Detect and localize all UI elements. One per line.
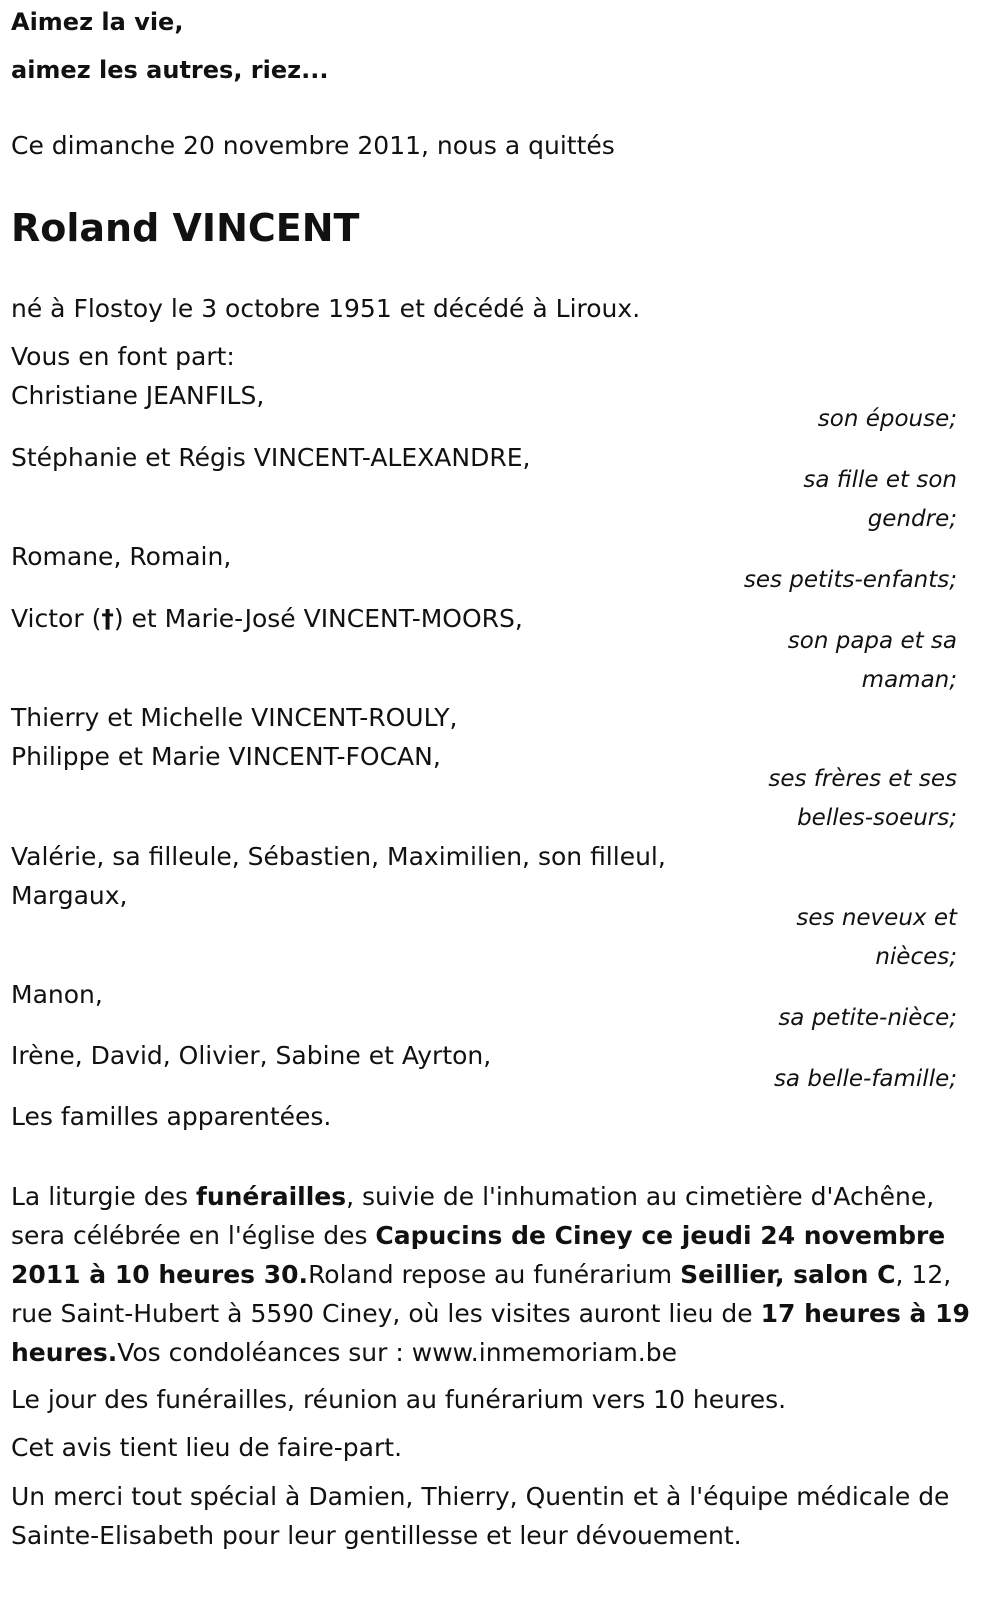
family-names-in-laws: Irène, David, Olivier, Sabine et Ayrton, <box>11 1041 492 1070</box>
family-names-siblings-1: Thierry et Michelle VINCENT-ROULY, <box>11 703 458 732</box>
family-relation-spouse: son épouse; <box>817 406 957 432</box>
funeral-bold-hours: 17 heures à 19 heures. <box>11 1299 970 1367</box>
funeral-text-4: , 12, rue Saint-Hubert à 5590 Ciney, où les visites auront lieu de <box>11 1260 952 1328</box>
family-names-parents <box>11 604 523 633</box>
motto-line-1: Aimez la vie, <box>11 8 184 36</box>
family-relation-in-laws: sa belle-famille; <box>773 1066 957 1092</box>
family-names-siblings-2: Philippe et Marie VINCENT-FOCAN, <box>11 742 441 771</box>
death-intro: Ce dimanche 20 novembre 2011, nous a quittés <box>11 131 615 160</box>
family-relation-daughter-2: gendre; <box>867 506 957 532</box>
funeral-text-5: Vos condoléances sur : www.inmemoriam.be <box>117 1338 678 1367</box>
family-names-nephews-2: Margaux, <box>11 881 128 910</box>
funeral-bold-date: Capucins de Ciney ce jeudi 24 novembre 2011 à 10 heures 30. <box>11 1221 946 1289</box>
family-names-daughter: Stéphanie et Régis VINCENT-ALEXANDRE, <box>11 443 531 472</box>
family-names-relatives: Les familles apparentées. <box>11 1102 332 1131</box>
family-names-grandchildren: Romane, Romain, <box>11 542 232 571</box>
family-relation-siblings-2: belles-soeurs; <box>797 805 957 831</box>
funeral-text-2: , suivie de l'inhumation au cimetière d'Achêne, sera célébrée en l'église des <box>11 1182 935 1250</box>
family-names-grandniece: Manon, <box>11 980 103 1009</box>
family-relation-daughter-1: sa fille et son <box>803 467 957 493</box>
family-names-parents-before: Victor ( <box>11 604 102 633</box>
family-relation-siblings-1: ses frères et ses <box>768 766 957 792</box>
funeral-text-3: Roland repose au funérarium <box>308 1260 681 1289</box>
funeral-bold-1: funérailles <box>195 1182 347 1211</box>
family-relation-nephews-1: ses neveux et <box>796 905 957 931</box>
announce-label: Vous en font part: <box>11 342 235 371</box>
birth-death-info: né à Flostoy le 3 octobre 1951 et décédé à Liroux. <box>11 294 641 323</box>
thanks-message: Un merci tout spécial à Damien, Thierry, Quentin et à l'équipe médicale de Sainte-Elisabeth pour leur gentillesse et leur dévouement. <box>11 1482 950 1550</box>
family-relation-parents-1: son papa et sa <box>787 628 957 654</box>
funeral-bold-place: Seillier, salon C <box>680 1260 896 1289</box>
family-relation-grandchildren: ses petits-enfants; <box>743 567 957 593</box>
family-names-spouse: Christiane JEANFILS, <box>11 381 265 410</box>
funeral-details <box>11 1177 971 1372</box>
motto-line-2: aimez les autres, riez... <box>11 56 329 84</box>
deceased-name: Roland VINCENT <box>11 206 360 250</box>
family-relation-grandniece: sa petite-nièce; <box>778 1005 957 1031</box>
notice-info: Cet avis tient lieu de faire-part. <box>11 1433 403 1462</box>
cross-icon: † <box>101 604 114 633</box>
reunion-info: Le jour des funérailles, réunion au funérarium vers 10 heures. <box>11 1385 787 1414</box>
family-relation-nephews-2: nièces; <box>875 944 957 970</box>
family-names-parents-after: ) et Marie-José VINCENT-MOORS, <box>113 604 523 633</box>
family-relation-parents-2: maman; <box>861 667 957 693</box>
family-names-nephews-1: Valérie, sa filleule, Sébastien, Maximilien, son filleul, <box>11 842 666 871</box>
funeral-text-1: La liturgie des <box>11 1182 196 1211</box>
